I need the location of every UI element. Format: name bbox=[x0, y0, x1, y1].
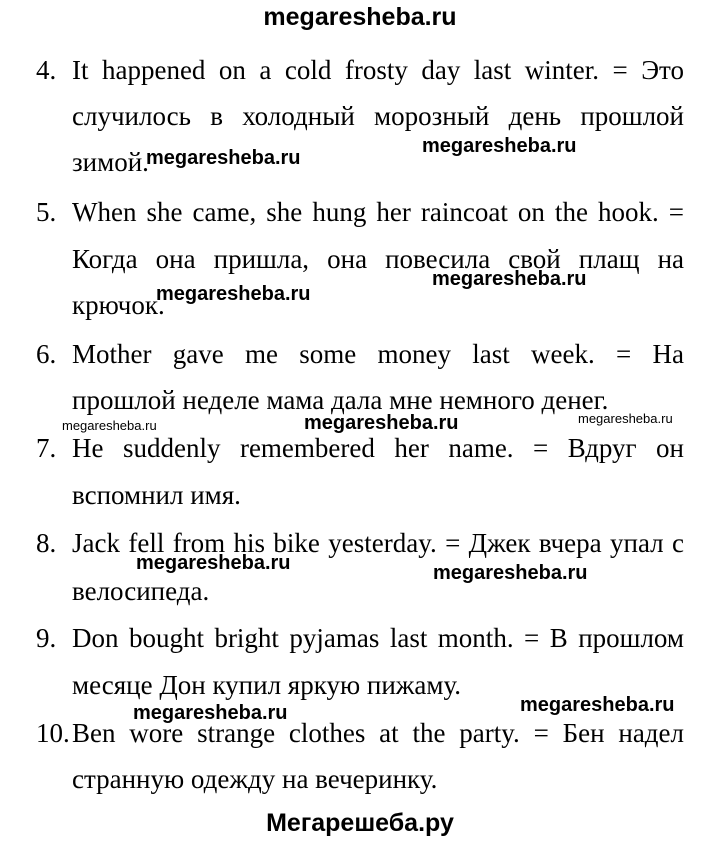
item-5-line-2: Когда она пришла, она повесила свой плащ на bbox=[72, 244, 684, 274]
item-9-line-2: месяце Дон купил яркую пижаму. bbox=[72, 670, 462, 700]
watermark: megaresheba.ru bbox=[133, 702, 288, 724]
item-10-line-2: странную одежду на вечеринку. bbox=[72, 764, 438, 794]
item-5-line-1: When she came, she hung her raincoat on the hook. = bbox=[72, 197, 684, 227]
item-8-line-1: Jack fell from his bike yesterday. = Джек вчера упал с bbox=[72, 528, 684, 558]
watermark: megaresheba.ru bbox=[422, 135, 577, 157]
item-7-line-1: He suddenly remembered her name. = Вдруг он bbox=[72, 433, 684, 463]
item-6-number: 6. bbox=[36, 339, 57, 369]
watermark: megaresheba.ru bbox=[520, 694, 675, 716]
watermark: megaresheba.ru bbox=[136, 552, 291, 574]
watermark: megaresheba.ru bbox=[304, 412, 459, 434]
item-8-number: 8. bbox=[36, 528, 57, 558]
watermark-small: megaresheba.ru bbox=[578, 411, 673, 426]
watermark: megaresheba.ru bbox=[432, 268, 587, 290]
item-6-line-2: прошлой неделе мама дала мне немного денег. bbox=[72, 385, 609, 415]
footer-site-name: Мегарешеба.ру bbox=[266, 809, 454, 837]
item-10-line-1: Ben wore strange clothes at the party. = Бен надел bbox=[72, 718, 684, 748]
item-4-line-1: It happened on a cold frosty day last winter. = Это bbox=[72, 55, 684, 85]
watermark: megaresheba.ru bbox=[146, 147, 301, 169]
watermark-small: megaresheba.ru bbox=[62, 418, 157, 433]
header-site-name: megaresheba.ru bbox=[263, 3, 457, 31]
item-8-line-2: велосипеда. bbox=[72, 576, 210, 606]
item-7-line-2: вспомнил имя. bbox=[72, 480, 241, 510]
watermark: megaresheba.ru bbox=[433, 562, 588, 584]
item-7-number: 7. bbox=[36, 433, 57, 463]
item-6-line-1: Mother gave me some money last week. = На bbox=[72, 339, 684, 369]
item-4-line-2: случилось в холодный морозный день прошлой bbox=[72, 101, 684, 131]
item-4-number: 4. bbox=[36, 55, 57, 85]
item-10-number: 10. bbox=[36, 718, 70, 748]
watermark: megaresheba.ru bbox=[156, 283, 311, 305]
item-4-line-3: зимой. bbox=[72, 147, 149, 177]
item-9-number: 9. bbox=[36, 623, 57, 653]
item-5-number: 5. bbox=[36, 197, 57, 227]
item-9-line-1: Don bought bright pyjamas last month. = В прошлом bbox=[72, 623, 684, 653]
item-5-line-3: крючок. bbox=[72, 290, 165, 320]
